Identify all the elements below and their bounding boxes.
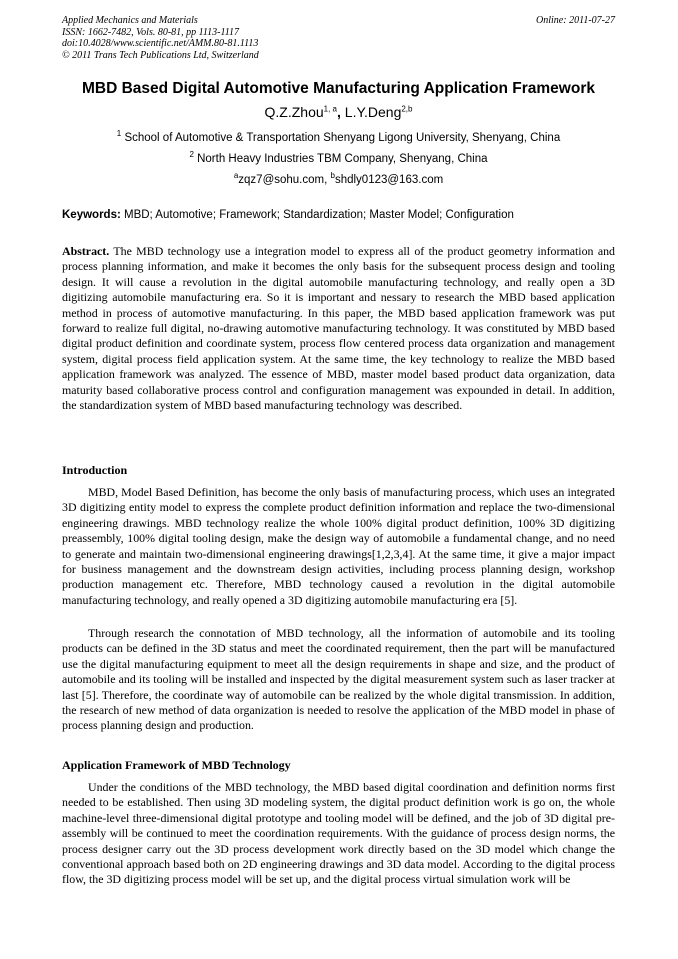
abstract bbox=[62, 244, 615, 413]
affiliation-2-text: North Heavy Industries TBM Company, Shenyang, China bbox=[197, 153, 488, 165]
online-date: Online: 2011-07-27 bbox=[536, 15, 615, 26]
introduction-paragraph-1: MBD, Model Based Definition, has become the only basis of manufacturing process, which uses an integrated 3D digitizing entity model to express the complete product definition information and replace the two-dimensional engineering drawings. MBD technology realize the whole 100% digital product definition, 100% 3D digitizing preassembly, 100% digital tooling design, make the design way of automobile a fundamental change, and no need to generate and maintain two-dimensional engineering drawings[1,2,3,4]. At the same time, it give a major impact for business management and the downstream design activities, including process planning design, workshop production management etc. Therefore, MBD technology caused a revolution in the digital automobile manufacturing technology, and really opened a 3D digitizing automobile manufacturing era [5]. bbox=[62, 485, 615, 607]
affiliation-1-text: School of Automotive & Transportation Shenyang Ligong University, Shenyang, China bbox=[124, 132, 561, 144]
keywords bbox=[62, 208, 615, 223]
email-b-superscript: b bbox=[330, 171, 335, 181]
affiliation-1-superscript: 1 bbox=[116, 129, 122, 139]
author-line bbox=[62, 103, 615, 121]
keywords-label: Keywords: bbox=[62, 209, 121, 221]
affiliation-1 bbox=[62, 131, 615, 146]
paper-title: MBD Based Digital Automotive Manufacturing Application Framework bbox=[82, 80, 595, 97]
email-b: shdly0123@163.com bbox=[334, 174, 444, 186]
affiliation-2-superscript: 2 bbox=[189, 150, 194, 160]
author-2-superscript: 2,b bbox=[401, 104, 413, 114]
abstract-label: Abstract. bbox=[62, 244, 110, 258]
copyright-line: © 2011 Trans Tech Publications Ltd, Switzerland bbox=[62, 49, 259, 61]
email-a: zqz7@sohu.com, bbox=[238, 174, 331, 186]
application-framework-heading: Application Framework of MBD Technology bbox=[62, 758, 291, 772]
abstract-text: The MBD technology use a integration model to express all of the product geometry information and process planning information, and make it becomes the only basis for the subsequent process design and tooling design. It will cause a revolution in the digital automobile manufacturing technology, and really open a 3D digitizing automobile manufacturing era. So it is important and nessary to research the MBD based application method in process of automotive manufacturing. In this paper, the MBD based application framework was put forward to realize full digital, no-drawing automotive manufacturing technology. It was constituted by MBD based digital product definition and coordinate system, process flow centered process data organization and management system, digital process field application system. At the same time, the key technology to realize the MBD based application framework was analyzed. The essence of MBD, master model based product data organization, data maturity based collaborative process control and configuration management was expounded in detail. In addition, the standardization system of MBD based manufacturing technology was described. bbox=[62, 244, 615, 413]
introduction-paragraph-2: Through research the connotation of MBD technology, all the information of automobile and its tooling products can be defined in the 3D status and meet the coordinated requirement, then the part will be manufactured use the digital manufacturing equipment to meet all the design requirements in shape and size, and the product of automobile and its tooling will be installed and inspected by the digital measurement system such as laser tracker at last [5]. Therefore, the coordinate way of automobile can be realized by the whole digital transmission. In addition, the research of new method of data organization is needed to resolve the application of the MBD model in phase of process planning design and production. bbox=[62, 626, 615, 733]
issn-line: ISSN: 1662-7482, Vols. 80-81, pp 1113-1117 bbox=[62, 26, 240, 38]
introduction-heading: Introduction bbox=[62, 463, 128, 477]
author-separator: , bbox=[337, 104, 341, 120]
keywords-text: MBD; Automotive; Framework; Standardization; Master Model; Configuration bbox=[120, 209, 514, 221]
email-a-superscript: a bbox=[233, 171, 239, 181]
application-framework-paragraph-1: Under the conditions of the MBD technology, the MBD based digital coordination and definition norms first needed to be established. Then using 3D modeling system, the digital product definition work is go on, the whole machine-level three-dimensional digital prototype and tooling model will be defined, and the job of 3D digital pre-assembly will be continued to meet the coordination requirements. With the guidance of process design norms, the process designer carry out the 3D process development work directly based on the 3D model which change the conventional approach based both on 2D engineering drawings and 3D data model. According to the digital process flow, the 3D digitizing process model will be set up, and the digital process virtual simulation work will be bbox=[62, 780, 615, 887]
author-1-superscript: 1, a bbox=[323, 104, 337, 114]
journal-name: Applied Mechanics and Materials bbox=[62, 15, 198, 26]
doi-line: doi:10.4028/www.scientific.net/AMM.80-81.1113 bbox=[62, 38, 259, 49]
affiliation-2 bbox=[62, 152, 615, 167]
author-1-name: Q.Z.Zhou bbox=[264, 104, 324, 120]
author-emails bbox=[62, 173, 615, 188]
author-2-name: L.Y.Deng bbox=[344, 104, 402, 120]
journal-header bbox=[62, 15, 615, 61]
